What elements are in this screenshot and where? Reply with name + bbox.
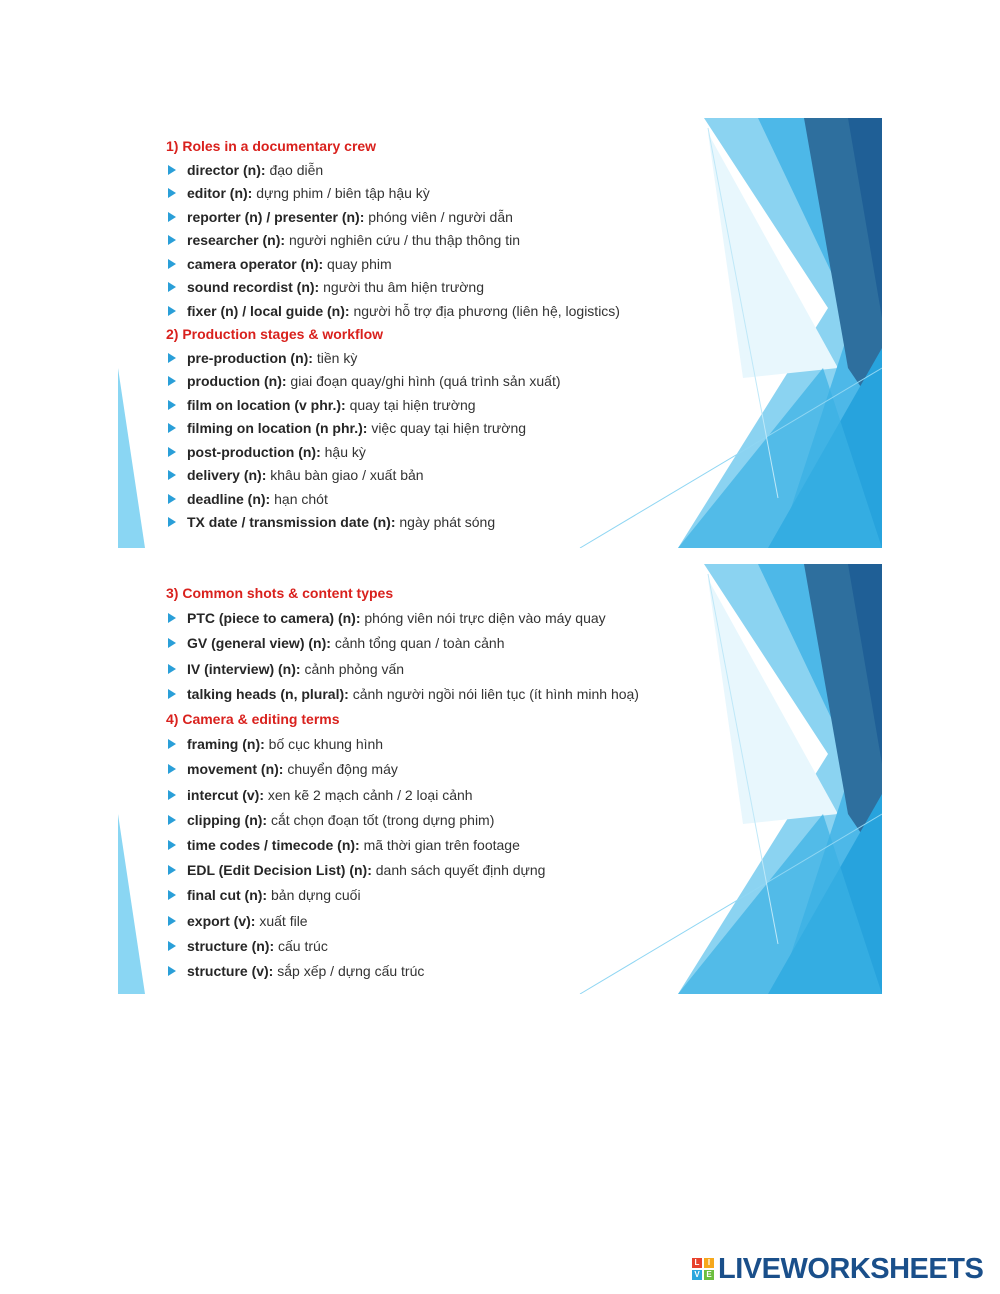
vocab-item xyxy=(166,836,520,854)
vocab-definition: danh sách quyết định dựng xyxy=(375,862,546,879)
vocab-definition: phóng viên nói trực diện vào máy quay xyxy=(364,610,606,627)
triangle-bullet-icon xyxy=(168,212,176,222)
vocab-term: editor (n): xyxy=(187,185,253,201)
triangle-bullet-icon xyxy=(168,353,176,363)
vocab-item xyxy=(166,302,620,320)
vocab-term: fixer (n) / local guide (n): xyxy=(187,302,350,319)
triangle-bullet-icon xyxy=(168,517,176,527)
triangle-bullet-icon xyxy=(168,376,176,386)
vocab-term: post-production (n): xyxy=(187,443,321,460)
vocab-term: talking heads (n, plural): xyxy=(187,685,349,702)
vocab-definition: chuyển động máy xyxy=(287,761,398,778)
vocab-definition: dựng phim / biên tập hậu kỳ xyxy=(256,185,430,201)
vocab-definition: cấu trúc xyxy=(278,937,328,954)
vocab-item xyxy=(166,937,328,955)
vocab-term: clipping (n): xyxy=(187,811,268,828)
vocab-term: GV (general view) (n): xyxy=(187,635,331,652)
logo-tile-i: I xyxy=(704,1258,714,1268)
vocab-item xyxy=(166,811,494,829)
triangle-bullet-icon xyxy=(168,400,176,410)
vocab-item xyxy=(166,208,513,226)
triangle-bullet-icon xyxy=(168,689,176,699)
vocab-item xyxy=(166,660,404,678)
vocab-term: filming on location (n phr.): xyxy=(187,420,368,436)
vocab-item xyxy=(166,466,424,484)
vocab-item xyxy=(166,490,328,508)
vocab-definition: tiền kỳ xyxy=(316,349,358,366)
vocab-definition: đạo diễn xyxy=(269,161,324,178)
vocab-definition: phóng viên / người dẫn xyxy=(368,208,513,225)
vocab-definition: quay phim xyxy=(327,255,392,272)
triangle-bullet-icon xyxy=(168,840,176,850)
vocab-item xyxy=(166,161,323,179)
triangle-bullet-icon xyxy=(168,165,176,175)
vocab-definition: xuất file xyxy=(259,912,308,929)
vocab-term: IV (interview) (n): xyxy=(187,660,301,677)
vocab-term: deadline (n): xyxy=(187,490,271,507)
vocab-definition: người thu âm hiện trường xyxy=(323,279,484,295)
vocab-definition: xen kẽ 2 mạch cảnh / 2 loại cảnh xyxy=(267,786,473,803)
triangle-bullet-icon xyxy=(168,235,176,245)
triangle-bullet-icon xyxy=(168,470,176,480)
vocab-definition: bố cục khung hình xyxy=(268,736,384,753)
logo-tile-l: L xyxy=(692,1258,702,1268)
vocab-item xyxy=(166,886,361,904)
vocab-term: delivery (n): xyxy=(187,467,267,483)
section-heading: 1) Roles in a documentary crew xyxy=(166,138,377,154)
vocab-definition: hạn chót xyxy=(274,490,328,507)
triangle-bullet-icon xyxy=(168,916,176,926)
logo-tile-v: V xyxy=(692,1270,702,1280)
vocab-term: structure (n): xyxy=(187,937,275,954)
left-accent-triangle xyxy=(118,814,145,994)
triangle-bullet-icon xyxy=(168,890,176,900)
triangle-bullet-icon xyxy=(168,941,176,951)
liveworksheets-logo xyxy=(692,1254,983,1284)
vocab-term: movement (n): xyxy=(187,761,284,778)
vocab-term: PTC (piece to camera) (n): xyxy=(187,610,361,627)
vocab-item xyxy=(166,634,505,652)
section-heading: 2) Production stages & workflow xyxy=(166,326,384,342)
vocab-term: director (n): xyxy=(187,161,266,178)
vocab-definition: cảnh người ngồi nói liên tục (ít hình minh hoạ) xyxy=(352,685,639,702)
vocab-item xyxy=(166,962,424,980)
vocab-definition: hậu kỳ xyxy=(324,443,366,460)
vocab-definition: cảnh tổng quan / toàn cảnh xyxy=(334,635,505,652)
vocab-term: pre-production (n): xyxy=(187,349,313,366)
section-heading: 4) Camera & editing terms xyxy=(166,711,340,727)
vocab-term: camera operator (n): xyxy=(187,255,324,272)
vocab-definition: giai đoạn quay/ghi hình (quá trình sản xuất) xyxy=(290,373,561,389)
vocab-item xyxy=(166,861,545,879)
triangle-bullet-icon xyxy=(168,815,176,825)
vocab-term: intercut (v): xyxy=(187,786,264,803)
vocab-definition: ngày phát sóng xyxy=(399,514,496,530)
vocab-term: researcher (n): xyxy=(187,232,286,248)
triangle-bullet-icon xyxy=(168,764,176,774)
logo-icon xyxy=(692,1258,714,1280)
vocab-definition: người hỗ trợ địa phương (liên hệ, logistics) xyxy=(353,302,620,319)
vocab-term: final cut (n): xyxy=(187,887,268,904)
vocab-item xyxy=(166,685,639,703)
triangle-bullet-icon xyxy=(168,638,176,648)
vocab-term: film on location (v phr.): xyxy=(187,396,346,413)
vocab-item xyxy=(166,278,484,296)
triangle-bullet-icon xyxy=(168,966,176,976)
vocab-item xyxy=(166,372,561,390)
vocab-item xyxy=(166,609,606,627)
triangle-bullet-icon xyxy=(168,259,176,269)
triangle-bullet-icon xyxy=(168,664,176,674)
vocab-definition: quay tại hiện trường xyxy=(349,396,476,413)
triangle-bullet-icon xyxy=(168,447,176,457)
vocab-term: EDL (Edit Decision List) (n): xyxy=(187,862,372,879)
vocab-item xyxy=(166,349,357,367)
vocab-definition: sắp xếp / dựng cấu trúc xyxy=(277,963,425,979)
vocab-definition: khâu bàn giao / xuất bản xyxy=(270,467,424,483)
triangle-bullet-icon xyxy=(168,282,176,292)
vocab-term: time codes / timecode (n): xyxy=(187,837,360,853)
vocab-item xyxy=(166,735,383,753)
vocab-item xyxy=(166,513,495,531)
vocab-item xyxy=(166,786,473,804)
triangle-bullet-icon xyxy=(168,790,176,800)
vocab-definition: mã thời gian trên footage xyxy=(363,837,520,853)
vocab-definition: việc quay tại hiện trường xyxy=(371,420,527,436)
vocab-term: production (n): xyxy=(187,373,287,389)
triangle-bullet-icon xyxy=(168,494,176,504)
vocab-definition: cảnh phỏng vấn xyxy=(304,660,405,677)
slide-2 xyxy=(118,564,882,994)
triangle-bullet-icon xyxy=(168,188,176,198)
logo-tile-e: E xyxy=(704,1270,714,1280)
vocab-term: sound recordist (n): xyxy=(187,279,320,295)
vocab-term: export (v): xyxy=(187,912,256,929)
vocab-definition: bản dựng cuối xyxy=(271,887,361,904)
vocab-term: TX date / transmission date (n): xyxy=(187,514,396,530)
vocab-term: framing (n): xyxy=(187,736,265,753)
triangle-bullet-icon xyxy=(168,739,176,749)
vocab-definition: cắt chọn đoạn tốt (trong dựng phim) xyxy=(270,811,495,828)
slide-1 xyxy=(118,118,882,548)
left-accent-triangle xyxy=(118,368,145,548)
vocab-item xyxy=(166,184,430,202)
vocab-item xyxy=(166,443,366,461)
vocab-term: reporter (n) / presenter (n): xyxy=(187,208,365,225)
section-heading: 3) Common shots & content types xyxy=(166,585,394,601)
vocab-item xyxy=(166,396,476,414)
triangle-bullet-icon xyxy=(168,306,176,316)
vocab-item xyxy=(166,255,392,273)
vocab-term: structure (v): xyxy=(187,963,274,979)
vocab-item xyxy=(166,419,526,437)
triangle-bullet-icon xyxy=(168,865,176,875)
logo-text: LIVEWORKSHEETS xyxy=(718,1252,984,1285)
vocab-item xyxy=(166,912,308,930)
triangle-bullet-icon xyxy=(168,613,176,623)
vocab-item xyxy=(166,231,520,249)
vocab-item xyxy=(166,760,398,778)
vocab-definition: người nghiên cứu / thu thập thông tin xyxy=(288,232,521,248)
triangle-bullet-icon xyxy=(168,423,176,433)
